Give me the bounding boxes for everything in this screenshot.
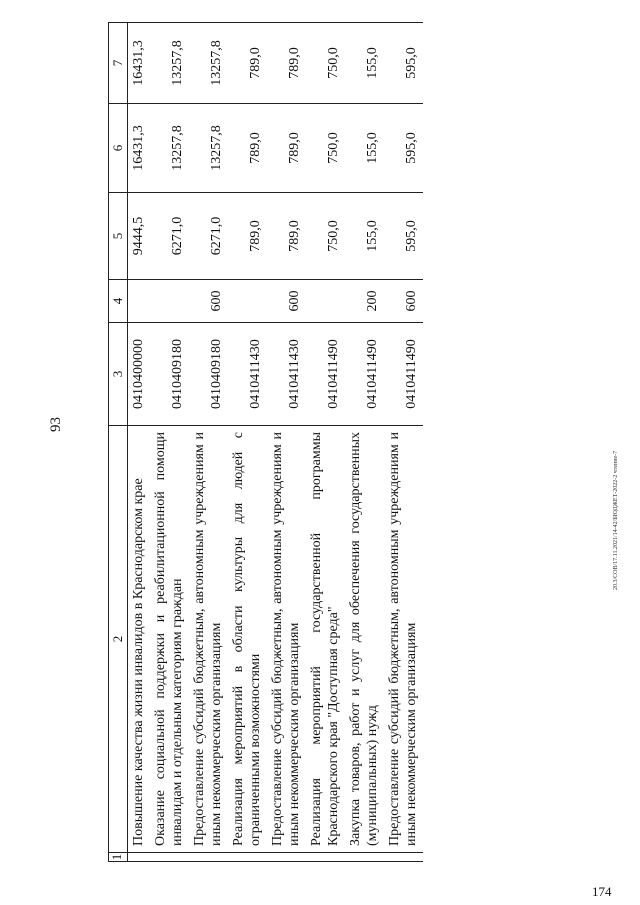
- cell-code: 0410411430: [267, 323, 306, 426]
- header-col-6: 6: [109, 104, 128, 193]
- table-row: [267, 23, 306, 862]
- table-row: [306, 23, 345, 862]
- page-number-bottom: 174: [592, 884, 612, 899]
- cell-blank: [306, 853, 345, 862]
- cell-value-5: 155,0: [345, 193, 384, 280]
- header-col-5: 5: [109, 193, 128, 280]
- cell-value-5: 789,0: [267, 193, 306, 280]
- rotated-table-container: [108, 40, 602, 862]
- cell-name: Повышение качества жизни инвалидов в Краснодарском крае: [128, 426, 150, 853]
- cell-value-5: 6271,0: [189, 193, 228, 280]
- cell-kvr: [306, 280, 345, 323]
- cell-value-5: 789,0: [228, 193, 267, 280]
- cell-kvr: [128, 280, 150, 323]
- cell-value-5: 750,0: [306, 193, 345, 280]
- cell-blank: [345, 853, 384, 862]
- cell-value-5: 595,0: [384, 193, 423, 280]
- cell-value-6: 789,0: [267, 104, 306, 193]
- budget-table: [108, 22, 423, 862]
- cell-value-6: 13257,8: [189, 104, 228, 193]
- cell-name: Реализация мероприятий в области культуры для людей с ограниченными возможностями: [228, 426, 267, 853]
- cell-value-6: 789,0: [228, 104, 267, 193]
- table-row: [150, 23, 189, 862]
- table-row: [189, 23, 228, 862]
- cell-value-6: 16431,3: [128, 104, 150, 193]
- cell-value-7: 789,0: [267, 23, 306, 104]
- header-col-3: 3: [109, 323, 128, 426]
- cell-kvr: 200: [345, 280, 384, 323]
- table-row: [228, 23, 267, 862]
- cell-kvr: 600: [384, 280, 423, 323]
- cell-code: 0410409180: [150, 323, 189, 426]
- cell-value-7: 789,0: [228, 23, 267, 104]
- cell-code: 0410411490: [384, 323, 423, 426]
- cell-code: 0410400000: [128, 323, 150, 426]
- cell-code: 0410409180: [189, 323, 228, 426]
- cell-value-6: 155,0: [345, 104, 384, 193]
- cell-kvr: [150, 280, 189, 323]
- cell-value-7: 13257,8: [150, 23, 189, 104]
- header-col-2: 2: [109, 426, 128, 853]
- cell-code: 0410411490: [345, 323, 384, 426]
- cell-value-7: 750,0: [306, 23, 345, 104]
- header-col-7: 7: [109, 23, 128, 104]
- cell-value-7: 155,0: [345, 23, 384, 104]
- cell-blank: [267, 853, 306, 862]
- cell-name: Предоставление субсидий бюджетным, автономным учреждениям и иным некоммерческим организациям: [189, 426, 228, 853]
- cell-value-6: 595,0: [384, 104, 423, 193]
- cell-kvr: 600: [267, 280, 306, 323]
- cell-value-6: 13257,8: [150, 104, 189, 193]
- cell-name: Предоставление субсидий бюджетным, автономным учреждениям и иным некоммерческим организациям: [384, 426, 423, 853]
- cell-value-7: 13257,8: [189, 23, 228, 104]
- table-row: [384, 23, 423, 862]
- cell-kvr: [228, 280, 267, 323]
- cell-blank: [128, 853, 150, 862]
- cell-name: Предоставление субсидий бюджетным, автономным учреждениям и иным некоммерческим организациям: [267, 426, 306, 853]
- cell-value-6: 750,0: [306, 104, 345, 193]
- cell-blank: [189, 853, 228, 862]
- cell-blank: [228, 853, 267, 862]
- cell-value-5: 6271,0: [150, 193, 189, 280]
- cell-name: Оказание социальной поддержки и реабилитационной помощи инвалидам и отдельным категориям граждан: [150, 426, 189, 853]
- cell-blank: [384, 853, 423, 862]
- header-col-4: 4: [109, 280, 128, 323]
- cell-code: 0410411490: [306, 323, 345, 426]
- file-path-stamp: 20.3/СОВ/17.11.2021/14-42/БЮДЖЕТ-2022-2 чтение-7: [613, 450, 619, 590]
- cell-blank: [150, 853, 189, 862]
- cell-kvr: 600: [189, 280, 228, 323]
- cell-value-7: 595,0: [384, 23, 423, 104]
- cell-value-7: 16431,3: [128, 23, 150, 104]
- cell-code: 0410411430: [228, 323, 267, 426]
- table-header-row: [109, 23, 128, 862]
- table-row: [345, 23, 384, 862]
- header-col-1: 1: [109, 853, 128, 862]
- cell-value-5: 9444,5: [128, 193, 150, 280]
- page-number-top: 93: [48, 417, 64, 432]
- cell-name: Закупка товаров, работ и услуг для обеспечения государственных (муниципальных) нужд: [345, 426, 384, 853]
- table-row: [128, 23, 150, 862]
- cell-name: Реализация мероприятий государственной программы Краснодарского края "Доступная среда": [306, 426, 345, 853]
